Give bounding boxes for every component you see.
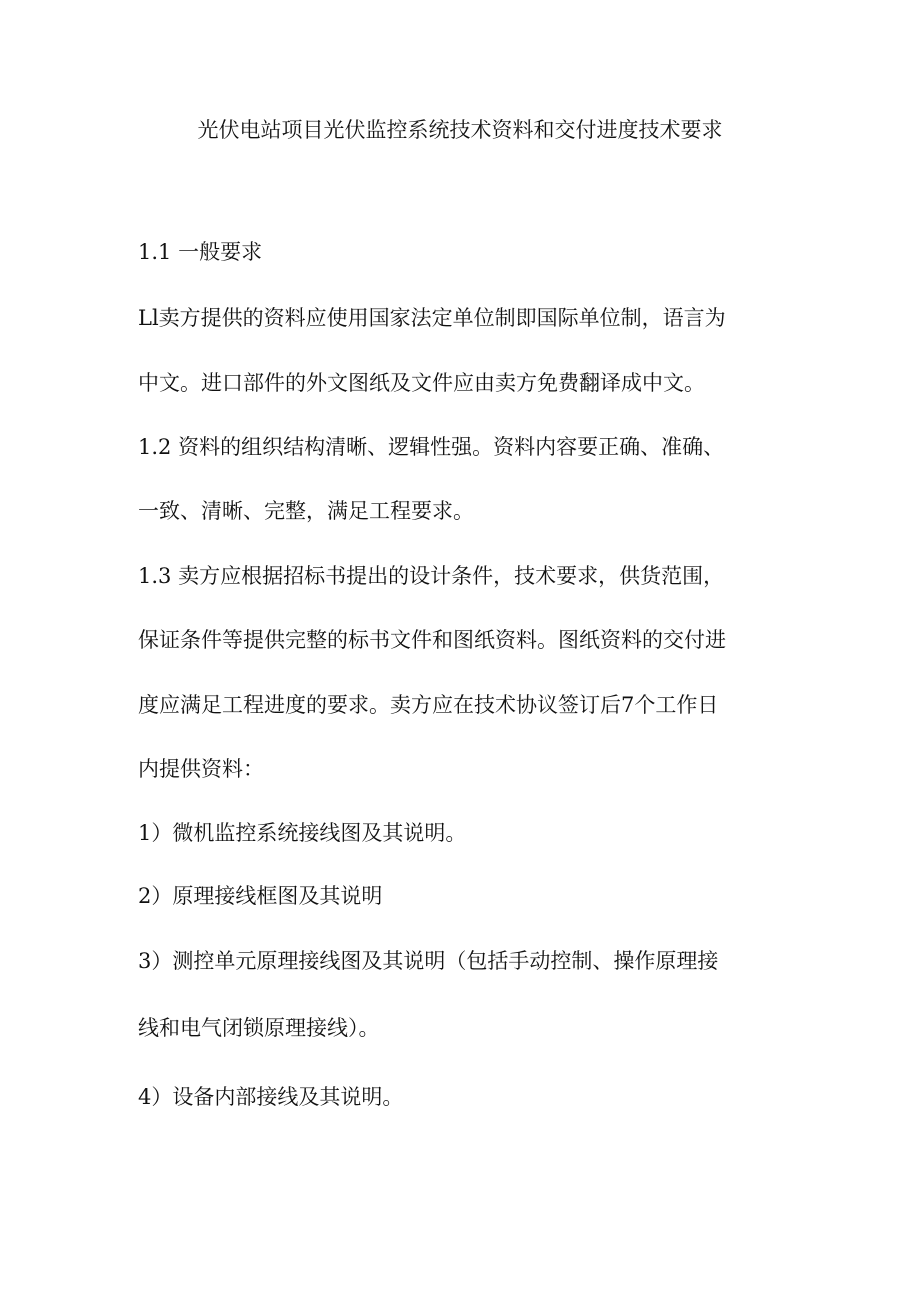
- list-item: 2）原理接线框图及其说明: [138, 884, 383, 908]
- list-item: 1）微机监控系统接线图及其说明。: [138, 821, 467, 845]
- list-item: 3）测控单元原理接线图及其说明（包括手动控制、操作原理接: [138, 949, 719, 973]
- list-item-continuation: 线和电气闭锁原理接线）。: [138, 1016, 380, 1040]
- section-heading-1-1: 1.1 一般要求: [138, 240, 263, 264]
- list-item: 4）设备内部接线及其说明。: [138, 1085, 404, 1109]
- paragraph-line: Ll卖方提供的资料应使用国家法定单位制即国际单位制，语言为: [138, 306, 726, 330]
- paragraph-line: 1.2 资料的组织结构清晰、逻辑性强。资料内容要正确、准确、: [138, 435, 725, 459]
- document-title: 光伏电站项目光伏监控系统技术资料和交付进度技术要求: [197, 118, 723, 142]
- paragraph-line: 中文。进口部件的外文图纸及文件应由卖方免费翻译成中文。: [138, 371, 705, 395]
- paragraph-line: 1.3 卖方应根据招标书提出的设计条件，技术要求，供货范围，: [138, 564, 725, 588]
- paragraph-line: 一致、清晰、完整，满足工程要求。: [138, 499, 474, 523]
- paragraph-line: 内提供资料：: [138, 757, 264, 781]
- paragraph-line: 保证条件等提供完整的标书文件和图纸资料。图纸资料的交付进: [138, 628, 726, 652]
- paragraph-line: 度应满足工程进度的要求。卖方应在技术协议签订后7个工作日: [138, 693, 719, 717]
